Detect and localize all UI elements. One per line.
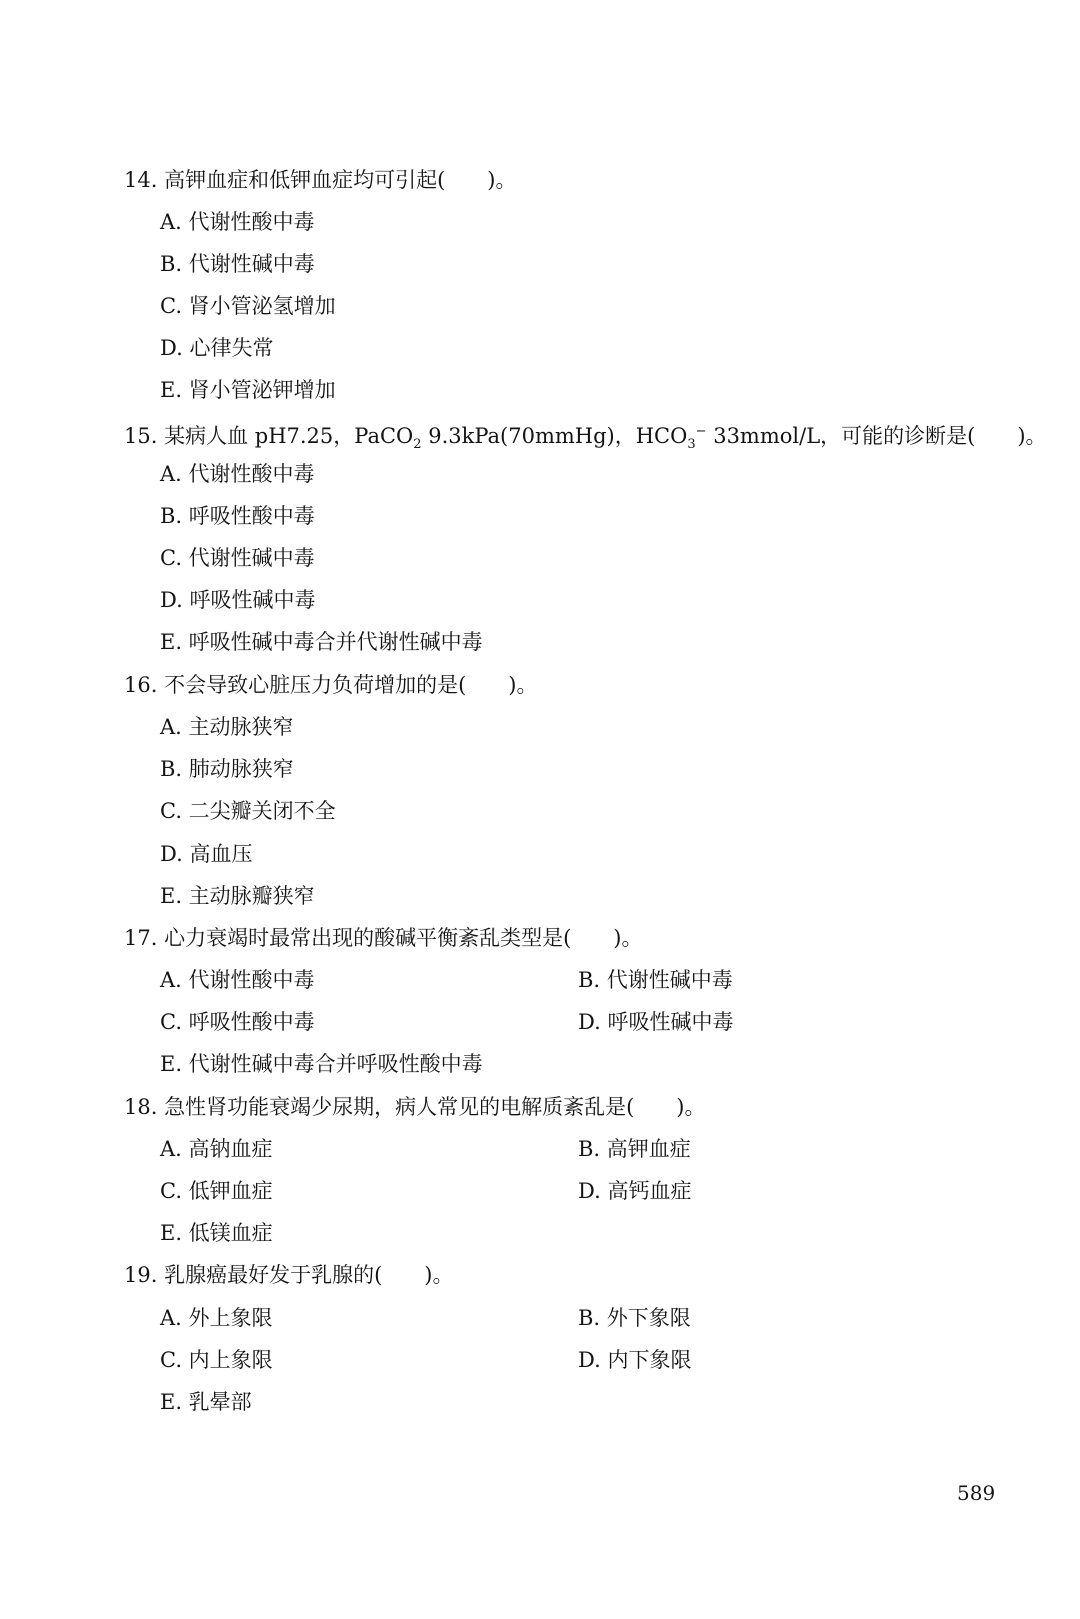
question-15-stem-part-b: 9.3kPa(70mmHg)，HCO — [421, 424, 688, 448]
question-19-stem: 19. 乳腺癌最好发于乳腺的( )。 — [124, 1263, 454, 1287]
question-15-option-b: B. 呼吸性酸中毒 — [160, 504, 315, 528]
question-15-stem — [124, 418, 1047, 459]
question-14-option-d: D. 心律失常 — [160, 336, 274, 360]
question-17-stem: 17. 心力衰竭时最常出现的酸碱平衡紊乱类型是( )。 — [124, 926, 643, 950]
question-18-stem: 18. 急性肾功能衰竭少尿期，病人常见的电解质紊乱是( )。 — [124, 1095, 706, 1119]
question-18-option-a: A. 高钠血症 — [160, 1137, 273, 1161]
question-16-option-b: B. 肺动脉狭窄 — [160, 757, 294, 781]
question-15-option-c: C. 代谢性碱中毒 — [160, 546, 315, 570]
question-16-option-a: A. 主动脉狭窄 — [160, 715, 294, 739]
question-19-option-d: D. 内下象限 — [578, 1348, 692, 1372]
question-15-pco2-subscript: 2 — [413, 437, 422, 453]
question-19-option-e: E. 乳晕部 — [160, 1390, 252, 1414]
question-14-option-e: E. 肾小管泌钾增加 — [160, 378, 336, 402]
question-19-option-c: C. 内上象限 — [160, 1348, 273, 1372]
question-16-option-e: E. 主动脉瓣狭窄 — [160, 884, 315, 908]
question-15-option-a: A. 代谢性酸中毒 — [160, 462, 315, 486]
question-14-option-b: B. 代谢性碱中毒 — [160, 252, 315, 276]
question-19-option-a: A. 外上象限 — [160, 1306, 273, 1330]
question-15-hco3-subscript: 3 — [687, 437, 696, 453]
question-19-option-b: B. 外下象限 — [578, 1306, 691, 1330]
question-16-stem: 16. 不会导致心脏压力负荷增加的是( )。 — [124, 673, 538, 697]
question-15-stem-part-c: 33mmol/L，可能的诊断是( )。 — [706, 424, 1047, 448]
question-18-option-b: B. 高钾血症 — [578, 1137, 691, 1161]
question-18-option-d: D. 高钙血症 — [578, 1179, 692, 1203]
question-16-option-d: D. 高血压 — [160, 842, 253, 866]
question-18-option-e: E. 低镁血症 — [160, 1221, 273, 1245]
question-17-option-a: A. 代谢性酸中毒 — [160, 968, 315, 992]
question-14-option-c: C. 肾小管泌氢增加 — [160, 294, 336, 318]
question-15-hco3-charge: − — [695, 424, 707, 439]
page-number: 589 — [957, 1481, 996, 1505]
question-17-option-c: C. 呼吸性酸中毒 — [160, 1010, 315, 1034]
question-17-option-e: E. 代谢性碱中毒合并呼吸性酸中毒 — [160, 1052, 483, 1076]
question-15-option-d: D. 呼吸性碱中毒 — [160, 588, 316, 612]
question-15-option-e: E. 呼吸性碱中毒合并代谢性碱中毒 — [160, 630, 483, 654]
question-14-stem: 14. 高钾血症和低钾血症均可引起( )。 — [124, 168, 517, 192]
question-17-option-b: B. 代谢性碱中毒 — [578, 968, 733, 992]
question-16-option-c: C. 二尖瓣关闭不全 — [160, 799, 336, 823]
question-17-option-d: D. 呼吸性碱中毒 — [578, 1010, 734, 1034]
question-15-stem-part-a: 15. 某病人血 pH7.25，PaCO — [124, 424, 414, 448]
question-18-option-c: C. 低钾血症 — [160, 1179, 273, 1203]
question-14-option-a: A. 代谢性酸中毒 — [160, 210, 315, 234]
